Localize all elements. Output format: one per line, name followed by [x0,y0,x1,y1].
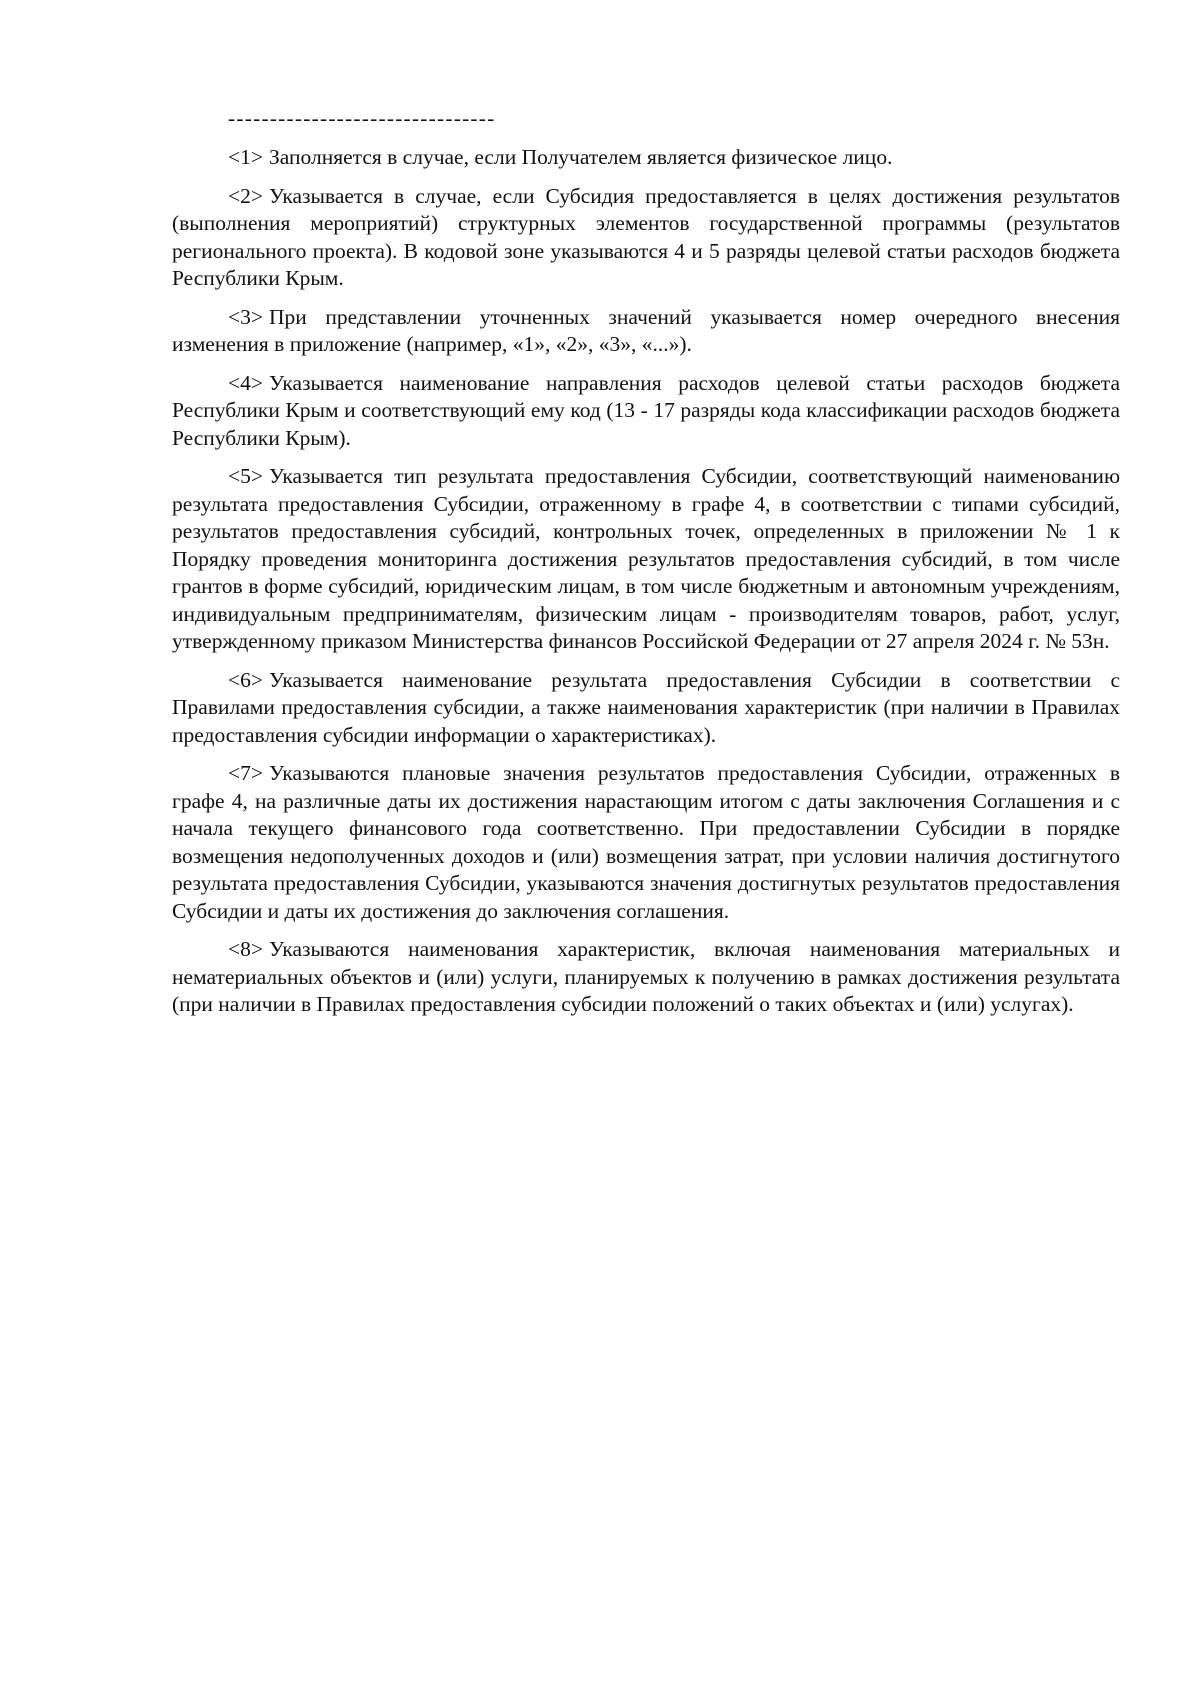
footnote-2 [172,183,1120,293]
footnote-text: Указываются наименования характеристик, включая наименования материальных и нематериальных объектов и (или) услуги, планируемых к получению в рамках достижения результата (при наличии в Правилах предоставления субсидии положений о таких объектах и (или) услугах). [172,937,1120,1016]
footnotes-block [172,108,1120,1030]
footnote-5 [172,463,1120,656]
footnote-text: Указываются плановые значения результатов предоставления Субсидии, отраженных в графе 4, на различные даты их достижения нарастающим итогом с даты заключения Соглашения и с начала текущего финансового года соответственно. При предоставлении Субсидии в порядке возмещения недополученных доходов и (или) возмещения затрат, при условии наличия достигнутого результата предоставления Субсидии, указываются значения достигнутых результатов предоставления Субсидии и даты их достижения до заключения соглашения. [172,761,1120,923]
footnote-marker: <5> [228,464,264,488]
footnote-8 [172,936,1120,1019]
footnote-4 [172,370,1120,453]
footnote-marker: <3> [228,304,264,329]
footnote-6 [172,667,1120,750]
footnote-text: Указывается наименование результата предоставления Субсидии в соответствии с Правилами предоставления субсидии, а также наименования характеристик (при наличии в Правилах предоставления субсидии информации о характеристиках). [172,667,1120,747]
footnote-text: Указывается наименование направления расходов целевой статьи расходов бюджета Республики Крым и соответствующий ему код (13 - 17 разряды кода классификации расходов бюджета Республики Крым). [172,370,1120,450]
footnote-text: Заполняется в случае, если Получателем является физическое лицо. [269,145,893,169]
footnote-marker: <7> [228,761,264,785]
footnote-3 [172,304,1120,359]
footnote-text: Указывается в случае, если Субсидия предоставляется в целях достижения результатов (выполнения мероприятий) структурных элементов государственной программы (результатов регионального проекта). В кодовой зоне указываются 4 и 5 разряды целевой статьи расходов бюджета Республики Крым. [172,183,1120,290]
footnote-marker: <8> [228,937,264,961]
footnote-marker: <2> [228,183,264,208]
footnote-1 [172,144,1120,172]
footnote-marker: <4> [228,370,264,395]
footnote-7 [172,760,1120,925]
footnote-separator: -------------------------------- [228,106,496,130]
footnote-text: При представлении уточненных значений указывается номер очередного внесения изменения в приложение (например, «1», «2», «3», «...»). [172,304,1120,356]
footnote-text: Указывается тип результата предоставления Субсидии, соответствующий наименованию результата предоставления Субсидии, отраженному в графе 4, в соответствии с типами субсидий, результатов предоставления субсидий, контрольных точек, определенных в приложении № 1 к Порядку проведения мониторинга достижения результатов предоставления субсидий, в том числе грантов в форме субсидий, юридическим лицам, в том числе бюджетным и автономным учреждениям, индивидуальным предпринимателям, физическим лицам - производителям товаров, работ, услуг, утвержденному приказом Министерства финансов Российской Федерации от 27 апреля 2024 г. № 53н. [172,464,1120,653]
footnote-marker: <6> [228,667,264,692]
footnote-marker: <1> [228,145,264,169]
